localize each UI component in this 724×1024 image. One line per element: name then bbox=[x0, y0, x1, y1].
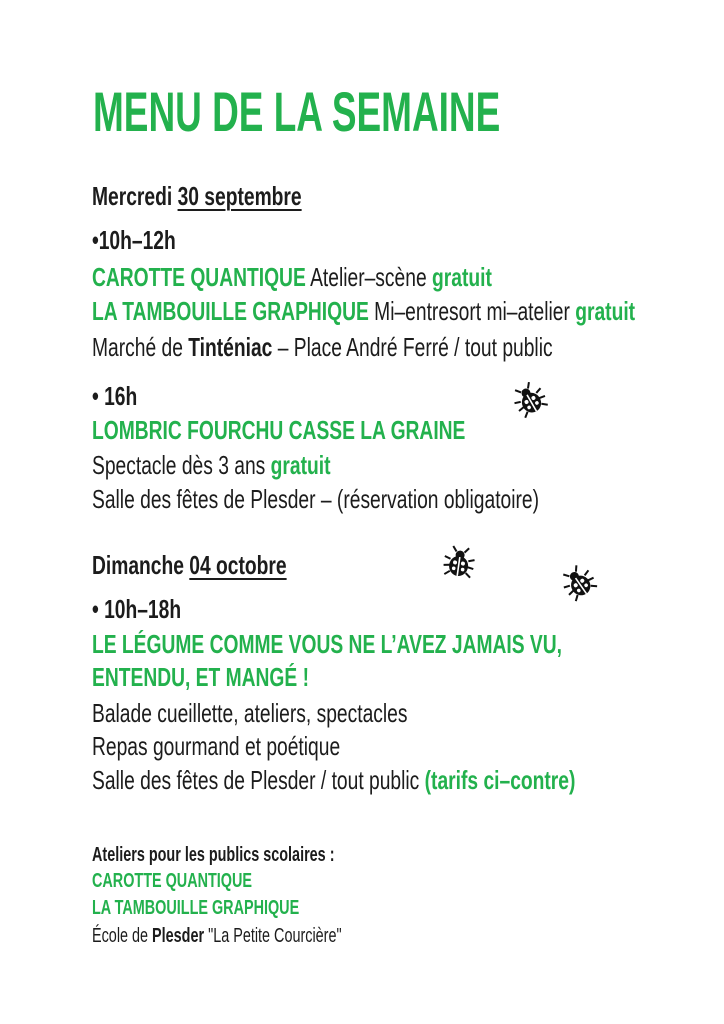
ladybug-icon bbox=[507, 377, 553, 423]
day1-slot1-place bbox=[92, 334, 553, 360]
page-title: MENU DE LA SEMAINE bbox=[93, 80, 501, 143]
place-town: Tinténiac bbox=[188, 332, 273, 362]
place-text: Salle des fêtes de Plesder / tout public bbox=[92, 765, 420, 795]
day2-name-line1: LE LÉGUME COMME VOUS NE L’AVEZ JAMAIS VU, bbox=[92, 629, 563, 659]
day2-desc2: Repas gourmand et poétique bbox=[92, 731, 341, 761]
day1-slot2-name: LOMBRIC FOURCHU CASSE LA GRAINE bbox=[92, 415, 466, 445]
day2-label: Dimanche bbox=[92, 550, 184, 580]
ladybug-icon bbox=[555, 559, 602, 606]
place-town: Plesder bbox=[152, 925, 205, 947]
day1-slot1-item2 bbox=[92, 298, 635, 324]
day2-date: 04 octobre bbox=[189, 550, 287, 580]
day2-name-line2: ENTENDU, ET MANGÉ ! bbox=[92, 662, 309, 692]
day1-slot2-desc bbox=[92, 452, 330, 478]
schools-item2: LA TAMBOUILLE GRAPHIQUE bbox=[92, 897, 300, 919]
schools-place bbox=[92, 926, 342, 946]
day1-heading bbox=[92, 183, 302, 209]
day1-slot2-place: Salle des fêtes de Plesder – (réservation obligatoire) bbox=[92, 484, 540, 514]
place-suffix: – Place André Ferré / tout public bbox=[277, 332, 553, 362]
day2-heading bbox=[92, 552, 287, 578]
place-suffix: "La Petite Courcière" bbox=[208, 925, 342, 947]
ladybug-icon bbox=[440, 544, 478, 582]
day2-place bbox=[92, 767, 575, 793]
item-name: LA TAMBOUILLE GRAPHIQUE bbox=[92, 296, 369, 326]
day1-label: Mercredi bbox=[92, 181, 173, 211]
item-name: CAROTTE QUANTIQUE bbox=[92, 262, 306, 292]
place-prefix: École de bbox=[92, 925, 149, 947]
place-prefix: Marché de bbox=[92, 332, 183, 362]
day1-date: 30 septembre bbox=[177, 181, 302, 211]
schools-item1: CAROTTE QUANTIQUE bbox=[92, 870, 252, 892]
item-tag: gratuit bbox=[432, 262, 492, 292]
item-desc: Spectacle dès 3 ans bbox=[92, 450, 266, 480]
day1-slot1-time: •10h–12h bbox=[92, 225, 176, 255]
item-desc: Atelier–scène bbox=[310, 262, 427, 292]
day1-slot1-item1 bbox=[92, 264, 492, 290]
day2-desc1: Balade cueillette, ateliers, spectacles bbox=[92, 698, 408, 728]
item-tag: gratuit bbox=[270, 450, 331, 480]
schools-heading: Ateliers pour les publics scolaires : bbox=[92, 844, 335, 866]
item-tag: gratuit bbox=[575, 296, 636, 326]
day2-time: • 10h–18h bbox=[92, 594, 182, 624]
day1-slot2-time: • 16h bbox=[92, 381, 138, 411]
price-tag: (tarifs ci–contre) bbox=[424, 765, 576, 795]
item-desc: Mi–entresort mi–atelier bbox=[374, 296, 570, 326]
